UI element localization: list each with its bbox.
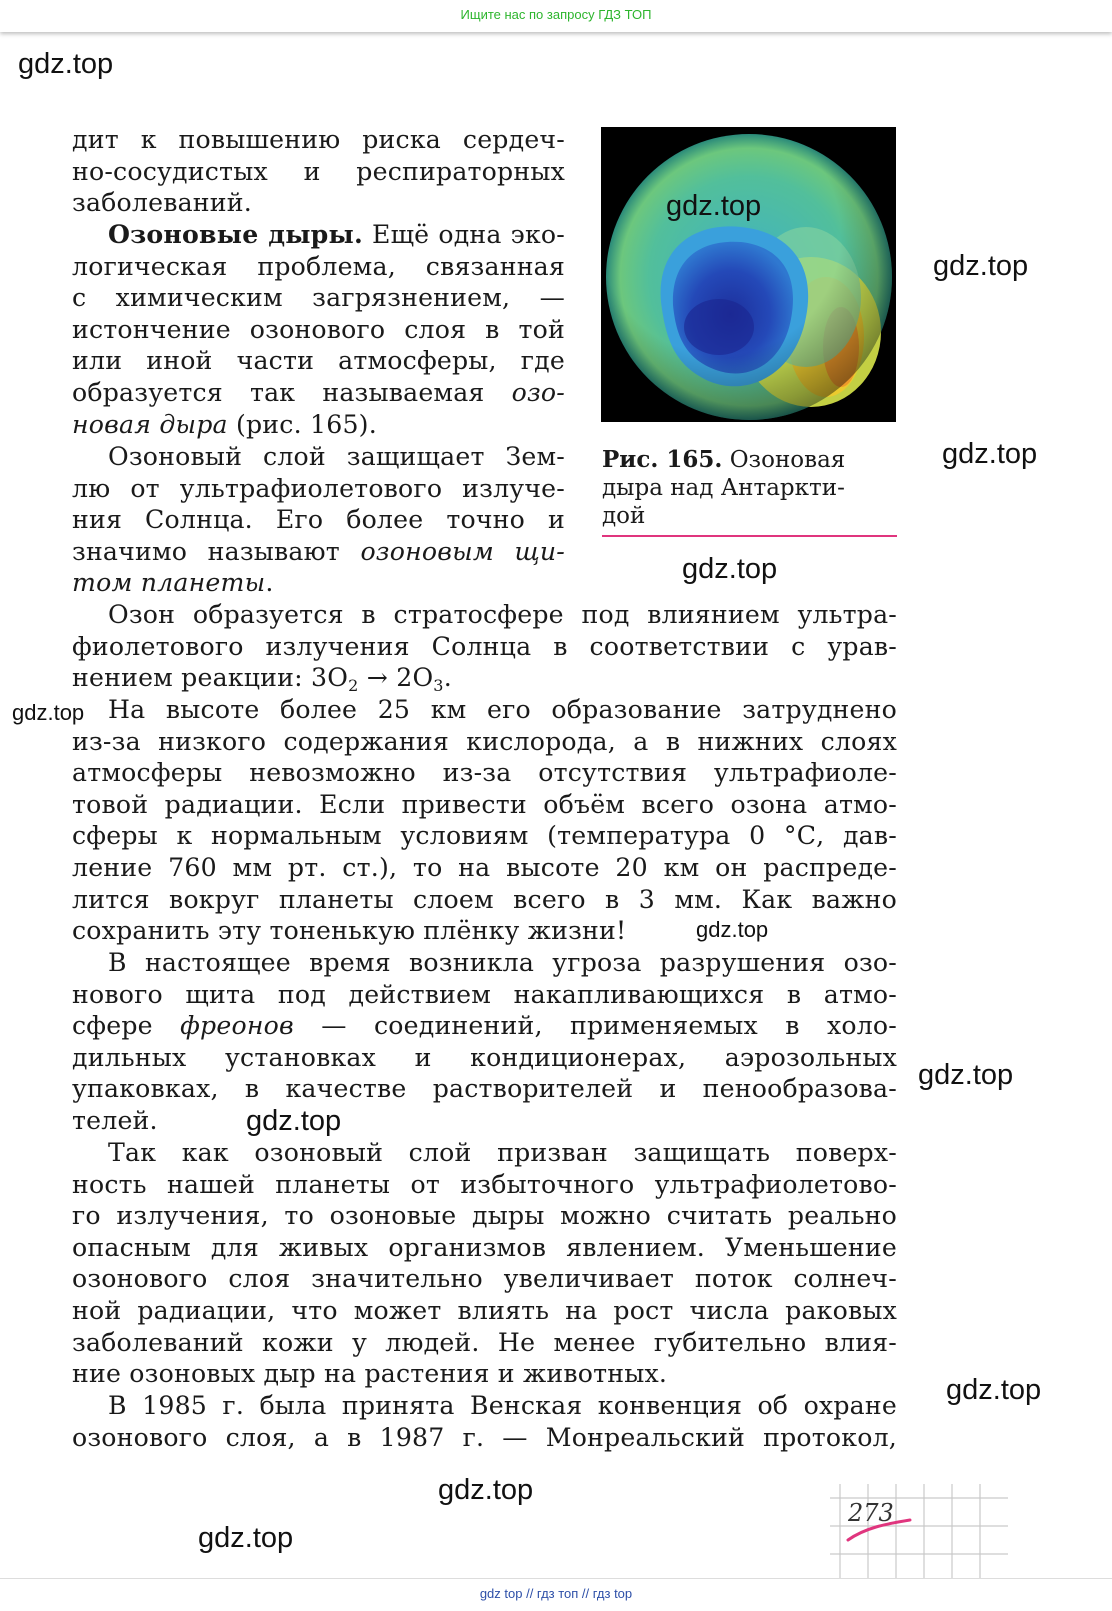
text-line: атмосферы невозможно из-за отсутствия ультрафиоле- [72, 758, 897, 788]
section-heading: Озоновые дыры. [108, 219, 363, 249]
watermark: gdz.top [18, 48, 114, 80]
text-line: озонового слоя, а в 1987 г. — Монреальский протокол, [72, 1422, 897, 1452]
text-line: ление 760 мм рт. ст.), то на высоте 20 км он распреде- [72, 852, 897, 882]
subscript: 3 [433, 676, 444, 696]
text-line: товой радиации. Если привести объём всего озона атмо- [72, 789, 897, 819]
text-line [72, 409, 565, 441]
text-line: В 1985 г. была принята Венская конвенция об охране [108, 1391, 897, 1420]
text-line: фиолетового излучения Солнца в соответствии с урав- [72, 631, 897, 661]
text-line: Так как озоновый слой призван защищать поверх- [108, 1138, 897, 1167]
bottom-banner[interactable]: gdz top // гдз топ // гдз top [0, 1578, 1112, 1611]
watermark: gdz.top [918, 1059, 1014, 1091]
text-run: . [443, 663, 452, 693]
text-line [72, 536, 565, 568]
reaction-equation [72, 662, 897, 694]
text-line: Озон образуется в стратосфере под влиянием ультра- [108, 600, 897, 629]
watermark: gdz.top [438, 1474, 534, 1506]
paragraph-8 [72, 1390, 897, 1453]
paragraph-1 [72, 124, 565, 219]
watermark: gdz.top [696, 917, 769, 942]
text-line: сохранить эту тоненькую плёнку жизни! [72, 916, 627, 946]
figure-caption [602, 446, 896, 530]
text-line [72, 377, 565, 409]
text-line: дильных установках и кондиционерах, аэрозольных [72, 1042, 897, 1072]
text-line: лится вокруг планеты слоем всего в 3 мм. Как важно [72, 884, 897, 914]
ozone-hole-image [601, 127, 896, 422]
italic-term: озоновым щи- [360, 536, 565, 566]
figure-number: Рис. 165. [602, 446, 723, 473]
text-line: истончение озонового слоя в той [72, 314, 565, 344]
text-line: сферы к нормальным условиям (температура 0 °С, дав- [72, 821, 897, 851]
text-line: ние озоновых дыр на растения и животных. [72, 1359, 668, 1389]
caption-line: дой [602, 503, 646, 529]
paragraph-7 [72, 1137, 897, 1390]
text-run: значимо называют [72, 536, 361, 566]
watermark: gdz.top [666, 190, 762, 222]
text-line: го излучения, то озоновые дыры можно считать реально [72, 1201, 897, 1231]
watermark: gdz.top [933, 250, 1029, 282]
italic-term: фреонов [180, 1011, 294, 1041]
subscript: 2 [348, 676, 359, 696]
text-run: образуется так называемая [72, 377, 512, 407]
watermark: gdz.top [682, 553, 778, 585]
globe-illustration [601, 127, 896, 422]
text-line: или иной части атмосферы, где [72, 346, 565, 376]
text-line: телей. [72, 1105, 158, 1135]
italic-term: том планеты [72, 568, 266, 598]
text-line: заболеваний кожи у людей. Не менее губительно влия- [72, 1327, 897, 1357]
paragraph-5 [72, 694, 897, 947]
text-line: В настоящее время возникла угроза разрушения озо- [108, 948, 897, 977]
text-run: — соединений, применяемых в холо- [293, 1011, 898, 1041]
text-line: опасным для живых организмов явлением. Уменьшение [72, 1232, 897, 1262]
text-run: → 2O [358, 663, 434, 693]
text-line [72, 219, 565, 251]
caption-line: дыра над Антаркти- [602, 475, 845, 501]
text-run: (рис. 165). [227, 409, 377, 439]
text-line: ной радиации, что может влиять на рост числа раковых [72, 1295, 897, 1325]
text-line: ность нашей планеты от избыточного ультрафиолетово- [72, 1169, 897, 1199]
watermark: gdz.top [942, 438, 1038, 470]
text-line: с химическим загрязнением, — [72, 283, 565, 313]
watermark: gdz.top [198, 1522, 294, 1554]
text-line: из-за низкого содержания кислорода, а в нижних слоях [72, 726, 897, 756]
text-line [72, 567, 565, 599]
text-line: упаковках, в качестве растворителей и пенообразова- [72, 1074, 897, 1104]
caption-line [602, 446, 896, 474]
paragraph-6 [72, 947, 897, 1137]
watermark: gdz.top [12, 700, 85, 725]
text-run: нением реакции: 3O [72, 663, 349, 693]
text-line: Озоновый слой защищает Зем- [108, 442, 565, 471]
text-run: . [265, 568, 274, 598]
paragraph-2 [72, 219, 565, 440]
watermark: gdz.top [946, 1374, 1042, 1406]
text-line: лю от ультрафиолетового излуче- [72, 473, 565, 503]
italic-term: озо- [511, 377, 565, 407]
italic-term: новая дыра [72, 409, 228, 439]
text-line: логическая проблема, связанная [72, 251, 565, 281]
text-line [72, 1010, 897, 1042]
text-line: На высоте более 25 км его образование затруднено [108, 695, 897, 724]
text-line: нового щита под действием накапливающихся в атмо- [72, 979, 897, 1009]
text-run: сфере [72, 1011, 181, 1041]
text-line: ния Солнца. Его более точно и [72, 505, 565, 535]
paragraph-4 [72, 599, 897, 694]
text-run: Ещё одна эко- [362, 220, 566, 249]
caption-underline [602, 535, 897, 537]
paragraph-3 [72, 441, 565, 599]
text-run: Озоновая [722, 447, 846, 473]
page-number: 273 [848, 1499, 894, 1527]
grid-decoration [830, 1478, 1008, 1582]
page-number-block [830, 1478, 1008, 1582]
watermark: gdz.top [246, 1105, 342, 1137]
text-line: озонового слоя значительно увеличивает поток солнеч- [72, 1264, 897, 1294]
text-line: но-сосудистых и респираторных [72, 156, 565, 186]
top-banner[interactable]: Ищите нас по запросу ГДЗ ТОП [0, 0, 1112, 32]
text-line: дит к повышению риска сердеч- [72, 125, 565, 154]
text-line: заболеваний. [72, 188, 252, 218]
